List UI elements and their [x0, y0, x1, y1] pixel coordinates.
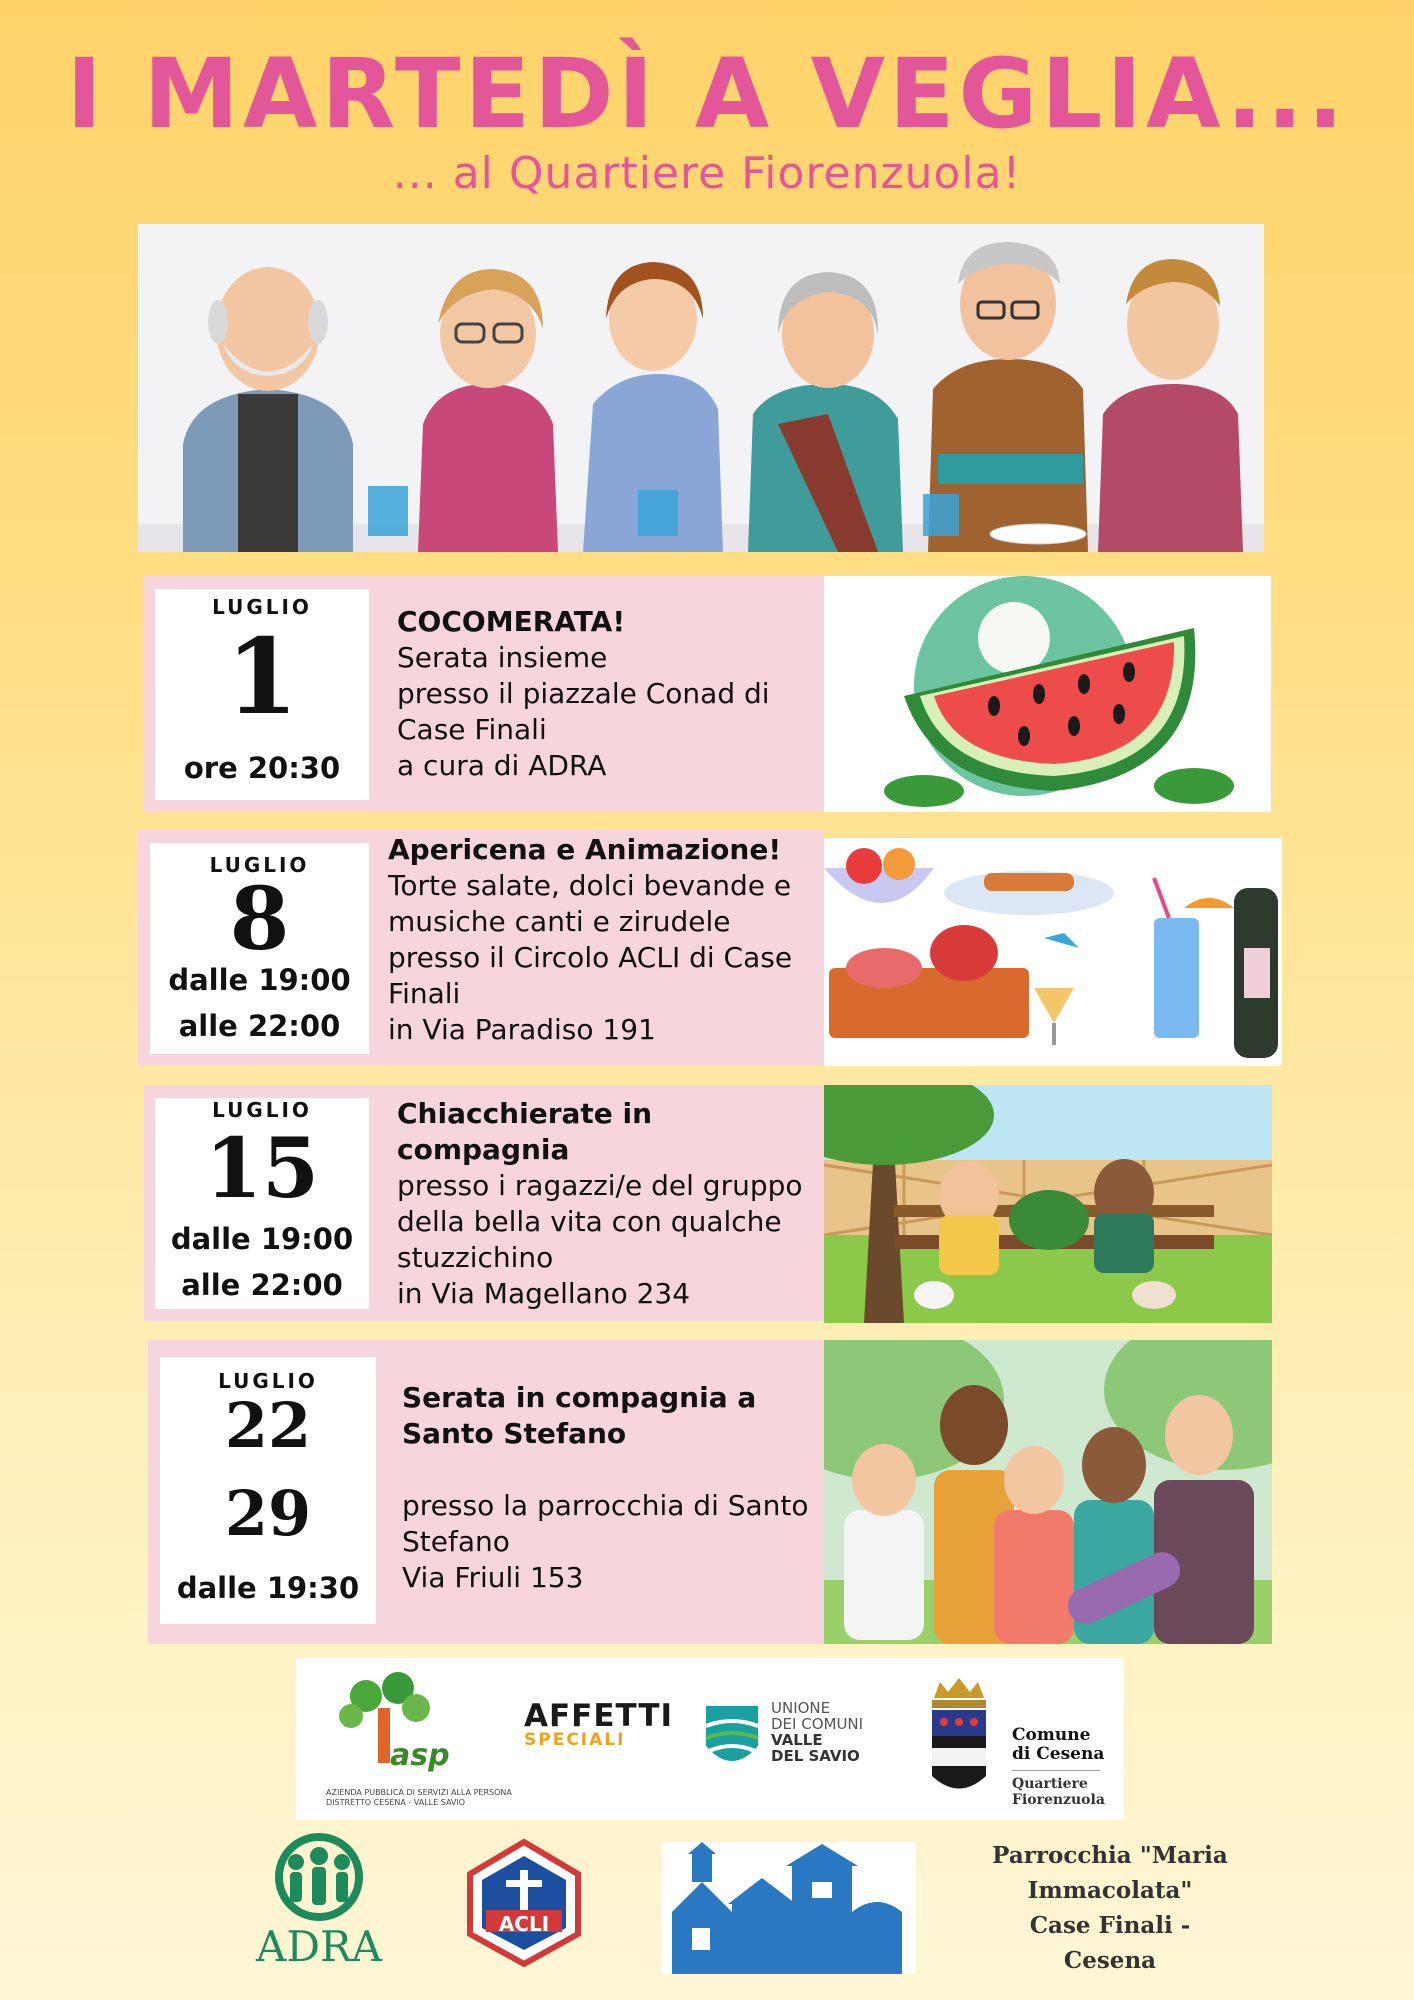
- event-2-time-start: dalle 19:00: [168, 963, 351, 997]
- event-1-line: a cura di ADRA: [397, 749, 607, 782]
- parish-line: Case Finali -: [1029, 1912, 1191, 1939]
- event-1-line: Case Finali: [397, 713, 547, 746]
- sponsor-logos-bar: [296, 1658, 1124, 1820]
- unione-text: UNIONE: [771, 1699, 831, 1717]
- quartiere-text: Quartiere: [1012, 1776, 1088, 1792]
- asp-caption: AZIENDA PUBBLICA DI SERVIZI ALLA PERSONA: [326, 1788, 512, 1797]
- parish-line: Immacolata": [1027, 1877, 1193, 1904]
- event-1-heading: COCOMERATA!: [397, 605, 626, 638]
- speciali-logo-text: SPECIALI: [524, 1730, 626, 1750]
- event-3-day: 15: [204, 1121, 320, 1217]
- event-2-description: [388, 832, 818, 1048]
- event-4-time: dalle 19:30: [176, 1571, 360, 1605]
- unione-text: VALLE: [771, 1731, 823, 1749]
- quartiere-text: Fiorenzuola: [1012, 1792, 1105, 1808]
- event-2-day: 8: [229, 869, 290, 970]
- parish-name-text: [960, 1838, 1260, 1978]
- event-4-line: presso la parrocchia di Santo: [402, 1489, 809, 1522]
- event-2-line: presso il Circolo ACLI di Case: [388, 941, 793, 974]
- adra-logo-text: ADRA: [256, 1922, 382, 1971]
- watermelon-illustration: [824, 576, 1271, 812]
- affetti-logo-text: AFFETTI: [524, 1698, 674, 1734]
- adra-logo: [252, 1832, 386, 1970]
- event-2-time-end: alle 22:00: [178, 1009, 341, 1043]
- elderly-group-illustration: [138, 224, 1264, 552]
- comune-text: di Cesena: [1012, 1744, 1105, 1764]
- event-1-time: ore 20:30: [183, 751, 341, 785]
- unione-valle-savio-logo: [701, 1696, 891, 1786]
- event-3-description: [397, 1096, 817, 1312]
- event-3-line: in Via Magellano 234: [397, 1277, 691, 1310]
- comune-cesena-logo: [926, 1676, 1116, 1816]
- event-3-heading: compagnia: [397, 1133, 570, 1166]
- event-1-date-box: [155, 589, 369, 800]
- event-2-line: Finali: [388, 977, 461, 1010]
- asp-caption: DISTRETTO CESENA - VALLE SAVIO: [326, 1798, 466, 1807]
- event-3-line: della bella vita con qualche: [397, 1205, 782, 1238]
- event-1-month: LUGLIO: [212, 595, 312, 619]
- event-3-line: presso i ragazzi/e del gruppo: [397, 1169, 803, 1202]
- event-4-description: [402, 1380, 822, 1596]
- page-subtitle: ... al Quartiere Fiorenzuola!: [392, 148, 1022, 199]
- event-1-line: presso il piazzale Conad di: [397, 677, 770, 710]
- unione-text: DEI COMUNI: [771, 1715, 864, 1733]
- unione-text: DEL SAVIO: [771, 1747, 860, 1765]
- event-2-line: Torte salate, dolci bevande e: [388, 869, 792, 902]
- event-3-time-start: dalle 19:00: [170, 1222, 354, 1256]
- event-1-description: [397, 604, 817, 784]
- event-2-line: musiche canti e zirudele: [388, 905, 731, 938]
- event-4-day-second: 29: [224, 1477, 312, 1550]
- event-1-day: 1: [225, 615, 299, 738]
- event-4-heading: Serata in compagnia a: [402, 1381, 757, 1414]
- event-4-heading: Santo Stefano: [402, 1417, 627, 1450]
- event-2-line: in Via Paradiso 191: [388, 1013, 656, 1046]
- affetti-speciali-logo: [524, 1698, 684, 1778]
- event-3-heading: Chiacchierate in: [397, 1097, 653, 1130]
- apericena-food-illustration: [824, 838, 1282, 1066]
- page-title: I MARTEDÌ A VEGLIA...: [66, 38, 1348, 150]
- event-4-month: LUGLIO: [218, 1369, 318, 1393]
- asp-logo-text: asp: [390, 1738, 450, 1773]
- asp-logo: [326, 1668, 512, 1813]
- event-3-month: LUGLIO: [212, 1098, 312, 1122]
- event-2-heading: Apericena e Animazione!: [388, 833, 782, 866]
- event-1-line: Serata insieme: [397, 641, 608, 674]
- parish-line: Cesena: [1063, 1947, 1157, 1974]
- seniors-outdoor-illustration: [824, 1340, 1272, 1644]
- event-4-line: Via Friuli 153: [402, 1561, 584, 1594]
- event-2-month: LUGLIO: [209, 853, 310, 877]
- parish-line: Parrocchia "Maria: [992, 1842, 1228, 1869]
- parish-church-logo: [662, 1842, 916, 1974]
- acli-logo-text: ACLI: [498, 1912, 550, 1936]
- event-3-line: stuzzichino: [397, 1241, 554, 1274]
- park-bench-illustration: [824, 1085, 1272, 1323]
- comune-text: Comune: [1012, 1725, 1091, 1745]
- event-4-date-box: [160, 1357, 376, 1624]
- event-2-date-box: [150, 843, 369, 1054]
- acli-logo: [466, 1838, 582, 1968]
- event-4-line: Stefano: [402, 1525, 510, 1558]
- event-3-date-box: [155, 1098, 369, 1309]
- event-3-time-end: alle 22:00: [181, 1268, 343, 1302]
- event-4-day: 22: [224, 1389, 312, 1462]
